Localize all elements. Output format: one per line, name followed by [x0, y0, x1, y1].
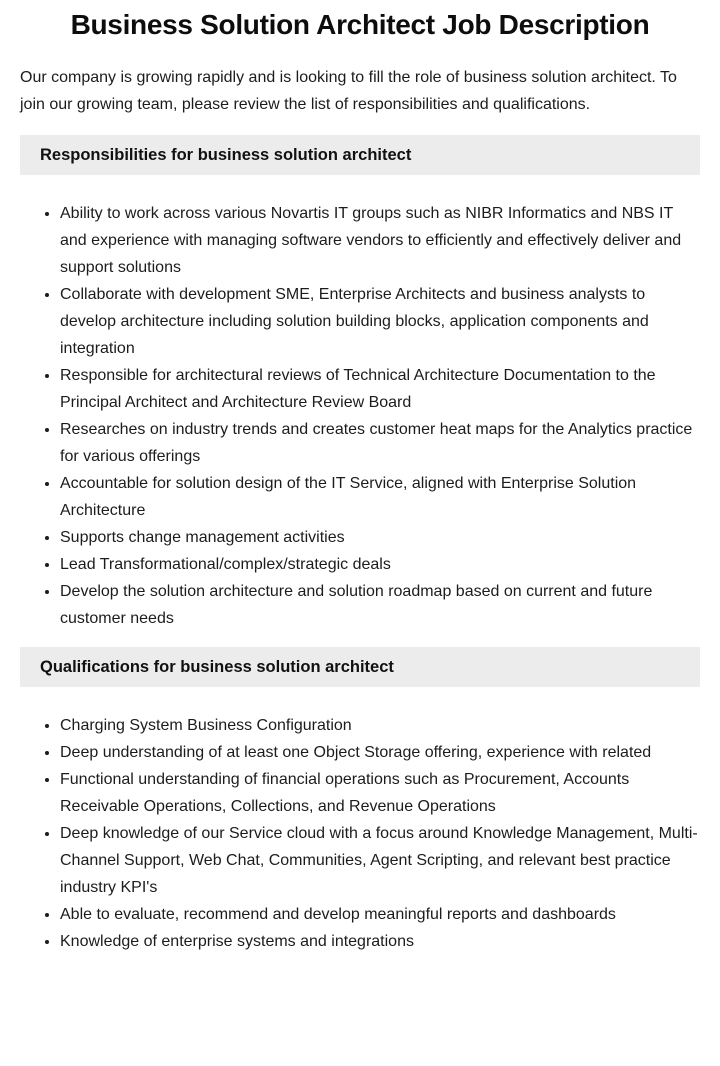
responsibilities-list [20, 200, 700, 632]
list-item: • Deep knowledge of our Service cloud with a focus around Knowledge Management, Multi-Channel Support, Web Chat, Communities, Agent Scripting, and relevant best practice industry KPI's [60, 820, 700, 901]
list-item: • Ability to work across various Novartis IT groups such as NIBR Informatics and NBS IT and experience with managing software vendors to efficiently and effectively deliver and support solutions [60, 200, 700, 281]
list-item: • Collaborate with development SME, Enterprise Architects and business analysts to develop architecture including solution building blocks, application components and integration [60, 281, 700, 362]
responsibilities-section-heading: Responsibilities for business solution architect [20, 135, 700, 175]
list-item: • Deep understanding of at least one Object Storage offering, experience with related [60, 739, 700, 766]
qualifications-section [20, 647, 700, 955]
list-item: • Supports change management activities [60, 524, 700, 551]
qualifications-list [20, 712, 700, 955]
list-item: • Able to evaluate, recommend and develop meaningful reports and dashboards [60, 901, 700, 928]
list-item: • Develop the solution architecture and solution roadmap based on current and future customer needs [60, 578, 700, 632]
list-item: • Knowledge of enterprise systems and integrations [60, 928, 700, 955]
list-item: • Lead Transformational/complex/strategic deals [60, 551, 700, 578]
responsibilities-section [20, 135, 700, 632]
intro-paragraph: Our company is growing rapidly and is looking to fill the role of business solution architect. To join our growing team, please review the list of responsibilities and qualifications. [20, 69, 677, 114]
list-item: • Charging System Business Configuration [60, 712, 700, 739]
list-item: • Researches on industry trends and creates customer heat maps for the Analytics practice for various offerings [60, 416, 700, 470]
page-title: Business Solution Architect Job Description [70, 9, 650, 40]
list-item: • Functional understanding of financial operations such as Procurement, Accounts Receivable Operations, Collections, and Revenue Operations [60, 766, 700, 820]
qualifications-section-heading: Qualifications for business solution architect [20, 647, 700, 687]
list-item: • Accountable for solution design of the IT Service, aligned with Enterprise Solution Architecture [60, 470, 700, 524]
list-item: • Responsible for architectural reviews of Technical Architecture Documentation to the Principal Architect and Architecture Review Board [60, 362, 700, 416]
job-description-page [0, 9, 720, 955]
